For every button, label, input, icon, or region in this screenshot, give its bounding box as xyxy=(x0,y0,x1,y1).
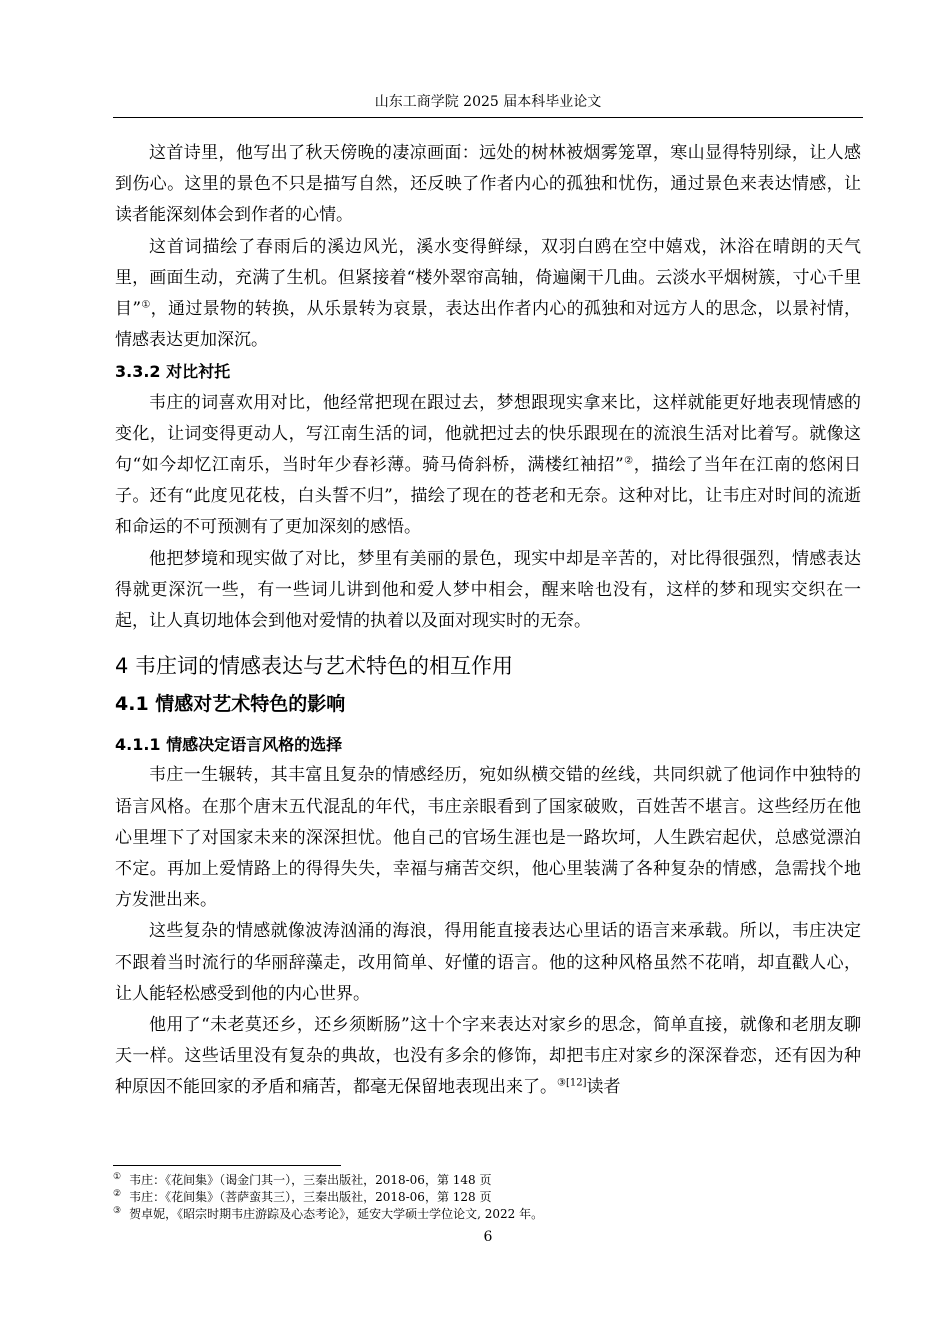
heading-4-1-1: 4.1.1 情感决定语言风格的选择 xyxy=(115,735,343,755)
footnote-rule xyxy=(113,1165,341,1166)
footnotes xyxy=(113,1172,863,1223)
paragraph-1: 这首诗里，他写出了秋天傍晚的凄凉画面：远处的树林被烟雾笼罩，寒山显得特别绿，让人感到伤心。这里的景色不只是描写自然，还反映了作者内心的孤独和忧伤，通过景色来表达情感，让读者能深刻体会到作者的心情。 xyxy=(115,143,861,226)
footnote-1 xyxy=(113,1172,863,1189)
footnote-1-text: 韦庄：《花间集》（谒金门其一），三秦出版社，2018-06，第 148 页 xyxy=(129,1173,492,1187)
footnote-ref-2[interactable]: ② xyxy=(623,455,634,467)
paragraph-7 xyxy=(115,1010,861,1104)
footnote-3-mark: ③ xyxy=(113,1206,122,1216)
paragraph-3 xyxy=(115,388,861,544)
page-number: 6 xyxy=(483,1229,493,1245)
heading-chapter-4: 4 韦庄词的情感表达与艺术特色的相互作用 xyxy=(115,654,514,679)
paragraph-3-text-a: 韦庄的词喜欢用对比，他经常把现在跟过去，梦想跟现实拿来比，这样就能更好地表现情感的变化，让词变得更动人，写江南生活的词，他就把过去的快乐跟现在的流浪生活对比着写。就像这句“如今却忆江南乐，当时年少春衫薄。骑马倚斜桥，满楼红袖招” xyxy=(115,392,861,476)
paragraph-7-text-b: 读者 xyxy=(586,1077,621,1098)
heading-4-1: 4.1 情感对艺术特色的影响 xyxy=(115,693,346,716)
footnote-2 xyxy=(113,1189,863,1206)
footnote-2-text: 韦庄：《花间集》（菩萨蛮其三），三秦出版社，2018-06，第 128 页 xyxy=(129,1190,492,1204)
paragraph-2-text-a: 这首词描绘了春雨后的溪边风光，溪水变得鲜绿，双羽白鸥在空中嬉戏，沐浴在晴朗的天气里，画面生动，充满了生机。但紧接着“楼外翠帘高轴，倚遍阑干几曲。云淡水平烟树簇，寸心千里目” xyxy=(115,236,861,320)
footnote-2-mark: ② xyxy=(113,1189,122,1199)
paragraph-5: 韦庄一生辗转，其丰富且复杂的情感经历，宛如纵横交错的丝线，共同织就了他词作中独特的语言风格。在那个唐末五代混乱的年代，韦庄亲眼看到了国家破败，百姓苦不堪言。这些经历在他心里埋下了对国家未来的深深担忧。他自己的官场生涯也是一路坎坷，人生跌宕起伏，总感觉漂泊不定。再加上爱情路上的得得失失，幸福与痛苦交织，他心里装满了各种复杂的情感，急需找个地方发泄出来。 xyxy=(115,765,861,911)
footnote-3 xyxy=(113,1206,863,1223)
main-content xyxy=(115,138,861,1104)
header-rule xyxy=(113,117,863,118)
paragraph-7-text-a: 他用了“未老莫还乡，还乡须断肠”这十个字来表达对家乡的思念，简单直接，就像和老朋友聊天一样。这些话里没有复杂的典故，也没有多余的修饰，却把韦庄对家乡的深深眷恋，还有因为种种原因不能回家的矛盾和痛苦，都毫无保留地表现出来了。 xyxy=(115,1015,861,1098)
paragraph-6: 这些复杂的情感就像波涛汹涌的海浪，得用能直接表达心里话的语言来承载。所以，韦庄决定不跟着当时流行的华丽辞藻走，改用简单、好懂的语言。他的这种风格虽然不花哨，却直戳人心，让人能轻松感受到他的内心世界。 xyxy=(115,921,861,1004)
heading-3-3-2: 3.3.2 对比衬托 xyxy=(115,362,231,382)
footnote-ref-1[interactable]: ① xyxy=(141,299,151,311)
footnote-3-text: 贺卓妮，《昭宗时期韦庄游踪及心态考论》，延安大学硕士学位论文, 2022 年。 xyxy=(129,1207,544,1221)
paragraph-2-text-b: ，通过景物的转换，从乐景转为哀景，表达出作者内心的孤独和对远方人的思念，以景衬情，情感表达更加深沉。 xyxy=(115,299,861,351)
page-header: 山东工商学院 2025 届本科毕业论文 xyxy=(374,94,602,110)
paragraph-4: 他把梦境和现实做了对比，梦里有美丽的景色，现实中却是辛苦的，对比得很强烈，情感表达得就更深沉一些，有一些词儿讲到他和爱人梦中相会，醒来啥也没有，这样的梦和现实交织在一起，让人真切地体会到他对爱情的执着以及面对现实时的无奈。 xyxy=(115,548,861,632)
paragraph-2 xyxy=(115,232,861,357)
paragraph-3-text-b: ，描绘了当年在江南的悠闲日子。还有“此度见花枝，白头誓不归”，描绘了现在的苍老和无奈。这种对比，让韦庄对时间的流逝和命运的不可预测有了更加深刻的感悟。 xyxy=(115,455,862,538)
footnote-ref-3-citation[interactable]: ③[12] xyxy=(557,1077,587,1089)
footnote-1-mark: ① xyxy=(113,1172,122,1182)
